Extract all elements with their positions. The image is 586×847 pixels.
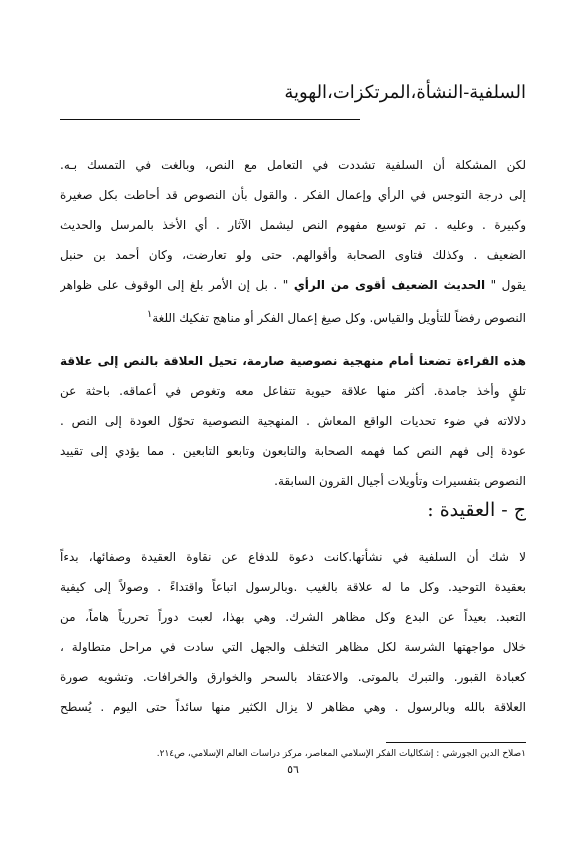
paragraph-text-reliance [60,150,526,330]
text-line: عودة إلى فهم النص كما فهمه الصحابة والتابعون وتابعو التابعين . مما يؤدي إلى تقييد [60,444,526,458]
footnote-marker: ١ [146,309,153,320]
footnote-rule [386,742,526,743]
text-line [60,300,526,330]
text-line: كعبادة القبور. والتبرك بالموتى. والاعتقاد بالسحر والخوارق والخرافات. وتشويه صورة [60,670,526,684]
header-rule [60,119,360,120]
text-line: إلى درجة التوجس في الرأي وإعمال الفكر . والقول بأن النصوص قد أحاطت بكل صغيرة [60,188,526,202]
text-segment: " . بل إن الأمر بلغ إلى الوقوف على ظواهر [60,278,294,292]
paragraph-text-creed [60,542,526,722]
page-number: ٥٦ [287,763,299,776]
text-line: دلالاته في ضوء تحديات الواقع المعاش . المنهجية النصوصية تحوّل العودة إلى النص . [60,414,526,428]
section-heading-creed: ج - العقيدة : [427,499,526,521]
text-line: الضعيف . وكذلك فتاوى الصحابة وأقوالهم. حتى ولو تعارضت، وكان أحمد بن حنبل [60,248,526,262]
running-header [60,82,526,122]
text-segment: النصوص رفضاً للتأويل والقياس. وكل صيغ إعمال الفكر أو مناهج تفكيك اللغة [152,311,526,325]
running-header-title: السلفية-النشأة،المرتكزات،الهوية [284,82,526,103]
text-line: العلاقة بالله وبالرسول . وهي مظاهر لا يزال الكثير منها سائداً حتى اليوم . يُسطح [60,700,526,714]
text-line: التعبد. بعيداً عن البدع وكل مظاهر الشرك. وهي بهذا، لعبت دوراً تحررياً هاماً، من [60,610,526,624]
text-line: هذه القراءة تضعنا أمام منهجية نصوصية صارمة، تحيل العلاقة بالنص إلى علاقة [60,354,526,368]
text-line: خلال مواجهتها الشرسة لكل مظاهر التخلف والجهل التي سادت في مراحل متطاولة ، [60,640,526,654]
text-line: تلقٍ وأخذ جامدة. أكثر منها علاقة حيوية تتفاعل معه وتغوص في أعماقه. باحثة عن [60,384,526,398]
text-line: لا شك أن السلفية في نشأتها.كانت دعوة للدفاع عن نقاوة العقيدة وصفائها، بدءاً [60,550,526,564]
text-line: بعقيدة التوحيد. وكل ما له علاقة بالغيب .وبالرسول اتباعاً واقتداءً . وصولاً إلى كيفية [60,580,526,594]
text-line: النصوص بتفسيرات وتأويلات أجيال القرون السابقة. [274,474,526,488]
paragraph-text-methodology [60,346,526,496]
text-line: لكن المشكلة أن السلفية تشددت في التعامل مع النص، وبالغت في التمسك بـه. [60,158,526,172]
footnote: ١صلاح الدين الجورشي : إشكاليات الفكر الإسلامي المعاصر، مركز دراسات العالم الإسلامي، ص٢١٤. [156,749,526,759]
bold-quote: الحديث الضعيف أقوى من الرأي [293,278,486,292]
text-line [60,270,526,300]
text-line: وكبيرة . وعليه . تم توسيع مفهوم النص ليشمل الآثار . أي الأخذ بالمرسل والحديث [60,218,526,232]
text-segment: يقول " [485,278,526,292]
